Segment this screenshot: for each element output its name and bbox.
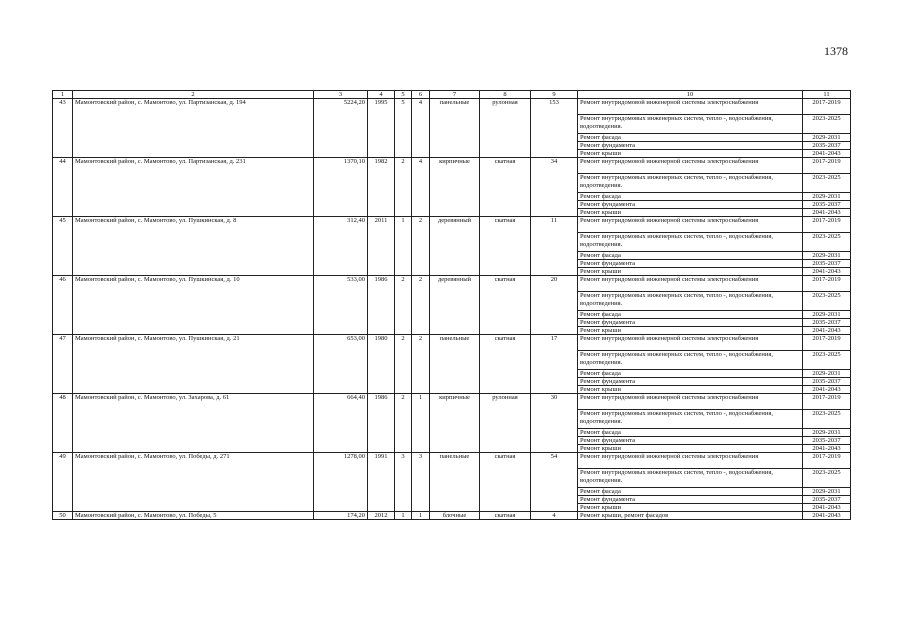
work-term: 2041-2043 [803,512,851,520]
wall-material: панельные [430,335,480,394]
work-term: 2041-2043 [803,504,851,512]
work-term: 2029-2031 [803,370,851,378]
work-type: Ремонт внутридомовой инженерной системы электроснабжения [578,99,803,115]
entrances-count: 2 [412,335,430,394]
roof-type: рулонная [480,394,531,453]
floors-count: 2 [395,158,412,217]
row-number: 48 [53,394,73,453]
residents-count: 30 [531,394,578,453]
column-header: 4 [368,91,395,99]
work-term: 2035-2037 [803,142,851,150]
wall-material: деревянный [430,276,480,335]
total-area: 653,00 [314,335,368,394]
work-type: Ремонт фасада [578,252,803,260]
work-type: Ремонт внутридомовой инженерной системы электроснабжения [578,276,803,292]
commissioning-year: 2011 [368,217,395,276]
roof-type: скатная [480,158,531,217]
column-header: 5 [395,91,412,99]
work-type: Ремонт крыши [578,504,803,512]
commissioning-year: 1982 [368,158,395,217]
row-number: 44 [53,158,73,217]
work-type: Ремонт фундамента [578,496,803,504]
row-number: 43 [53,99,73,158]
commissioning-year: 1986 [368,276,395,335]
entrances-count: 1 [412,394,430,453]
work-type: Ремонт фундамента [578,201,803,209]
row-number: 45 [53,217,73,276]
floors-count: 3 [395,453,412,512]
work-type: Ремонт крыши [578,327,803,335]
total-area: 1278,00 [314,453,368,512]
column-header-row [53,91,851,99]
entrances-count: 2 [412,217,430,276]
entrances-count: 1 [412,512,430,520]
total-area: 664,40 [314,394,368,453]
commissioning-year: 1980 [368,335,395,394]
column-header: 2 [73,91,314,99]
column-header: 3 [314,91,368,99]
house-address: Мамонтовский район, с. Мамонтово, ул. Пушкинская, д. 10 [73,276,314,335]
house-address: Мамонтовский район, с. Мамонтово, ул. Пушкинская, д. 21 [73,335,314,394]
work-type: Ремонт внутридомовой инженерной системы электроснабжения [578,335,803,351]
work-type: Ремонт внутридомовых инженерных систем, тепло -, водоснабжения, водоотведения. [578,410,803,429]
column-header: 1 [53,91,73,99]
work-term: 2041-2043 [803,327,851,335]
work-term: 2035-2037 [803,496,851,504]
floors-count: 2 [395,276,412,335]
wall-material: кирпичные [430,158,480,217]
work-term: 2017-2019 [803,453,851,469]
work-term: 2023-2025 [803,292,851,311]
work-type: Ремонт внутридомовых инженерных систем, тепло -, водоснабжения, водоотведения. [578,292,803,311]
work-term: 2041-2043 [803,445,851,453]
work-type: Ремонт внутридомовой инженерной системы электроснабжения [578,158,803,174]
work-type: Ремонт внутридомовых инженерных систем, тепло -, водоснабжения, водоотведения. [578,233,803,252]
work-term: 2029-2031 [803,429,851,437]
work-type: Ремонт фундамента [578,378,803,386]
work-term: 2029-2031 [803,488,851,496]
commissioning-year: 1986 [368,394,395,453]
work-type: Ремонт внутридомовых инженерных систем, тепло -, водоснабжения, водоотведения. [578,469,803,488]
work-type: Ремонт внутридомовой инженерной системы электроснабжения [578,394,803,410]
work-term: 2023-2025 [803,233,851,252]
entrances-count: 4 [412,99,430,158]
table-row [53,158,851,174]
total-area: 1370,10 [314,158,368,217]
work-type: Ремонт фасада [578,429,803,437]
residents-count: 17 [531,335,578,394]
wall-material: блочные [430,512,480,520]
column-header: 11 [803,91,851,99]
work-term: 2029-2031 [803,252,851,260]
work-term: 2017-2019 [803,335,851,351]
work-term: 2017-2019 [803,158,851,174]
work-type: Ремонт внутридомовых инженерных систем, тепло -, водоснабжения, водоотведения. [578,174,803,193]
work-term: 2035-2037 [803,201,851,209]
work-type: Ремонт фундамента [578,142,803,150]
row-number: 47 [53,335,73,394]
work-term: 2023-2025 [803,469,851,488]
repair-program-table [52,90,851,520]
floors-count: 1 [395,512,412,520]
work-type: Ремонт фасада [578,134,803,142]
column-header: 9 [531,91,578,99]
total-area: 533,00 [314,276,368,335]
work-type: Ремонт крыши [578,445,803,453]
work-term: 2017-2019 [803,394,851,410]
table-row [53,335,851,351]
wall-material: панельные [430,99,480,158]
entrances-count: 2 [412,276,430,335]
total-area: 174,20 [314,512,368,520]
work-term: 2029-2031 [803,134,851,142]
work-term: 2041-2043 [803,209,851,217]
column-header: 10 [578,91,803,99]
residents-count: 34 [531,158,578,217]
entrances-count: 4 [412,158,430,217]
work-term: 2029-2031 [803,193,851,201]
work-type: Ремонт внутридомовой инженерной системы электроснабжения [578,453,803,469]
work-type: Ремонт фасада [578,370,803,378]
table-row [53,453,851,469]
commissioning-year: 1995 [368,99,395,158]
house-address: Мамонтовский район, с. Мамонтово, ул. Победы, д. 271 [73,453,314,512]
work-type: Ремонт фундамента [578,260,803,268]
work-type: Ремонт фундамента [578,437,803,445]
total-area: 312,40 [314,217,368,276]
work-term: 2035-2037 [803,260,851,268]
work-type: Ремонт фундамента [578,319,803,327]
work-type: Ремонт крыши [578,268,803,276]
table-row [53,512,851,520]
work-type: Ремонт внутридомовой инженерной системы электроснабжения [578,217,803,233]
floors-count: 5 [395,99,412,158]
roof-type: скатная [480,335,531,394]
roof-type: скатная [480,512,531,520]
work-type: Ремонт крыши [578,386,803,394]
residents-count: 54 [531,453,578,512]
floors-count: 1 [395,217,412,276]
work-term: 2035-2037 [803,319,851,327]
work-term: 2041-2043 [803,386,851,394]
residents-count: 153 [531,99,578,158]
work-term: 2017-2019 [803,276,851,292]
commissioning-year: 1991 [368,453,395,512]
residents-count: 4 [531,512,578,520]
table-row [53,99,851,115]
house-address: Мамонтовский район, с. Мамонтово, ул. Партизанская, д. 194 [73,99,314,158]
table-row [53,217,851,233]
floors-count: 2 [395,394,412,453]
work-type: Ремонт фасада [578,311,803,319]
work-term: 2023-2025 [803,351,851,370]
house-address: Мамонтовский район, с. Мамонтово, ул. Победы, 5 [73,512,314,520]
work-term: 2029-2031 [803,311,851,319]
work-type: Ремонт крыши [578,150,803,158]
work-term: 2017-2019 [803,99,851,115]
house-address: Мамонтовский район, с. Мамонтово, ул. Партизанская, д. 231 [73,158,314,217]
work-type: Ремонт фасада [578,193,803,201]
table-row [53,276,851,292]
work-type: Ремонт внутридомовых инженерных систем, тепло -, водоснабжения, водоотведения. [578,351,803,370]
residents-count: 11 [531,217,578,276]
work-type: Ремонт крыши [578,209,803,217]
wall-material: панельные [430,453,480,512]
row-number: 46 [53,276,73,335]
work-term: 2017-2019 [803,217,851,233]
wall-material: деревянный [430,217,480,276]
work-term: 2035-2037 [803,378,851,386]
floors-count: 2 [395,335,412,394]
table-row [53,394,851,410]
commissioning-year: 2012 [368,512,395,520]
work-term: 2023-2025 [803,115,851,134]
work-type: Ремонт фасада [578,488,803,496]
work-term: 2035-2037 [803,437,851,445]
residents-count: 20 [531,276,578,335]
work-term: 2041-2043 [803,150,851,158]
house-address: Мамонтовский район, с. Мамонтово, ул. Захарова, д. 61 [73,394,314,453]
work-term: 2023-2025 [803,410,851,429]
roof-type: скатная [480,217,531,276]
work-type: Ремонт крыши, ремонт фасадов [578,512,803,520]
wall-material: кирпичные [430,394,480,453]
roof-type: скатная [480,276,531,335]
column-header: 8 [480,91,531,99]
house-address: Мамонтовский район, с. Мамонтово, ул. Пушкинская, д. 8 [73,217,314,276]
work-term: 2041-2043 [803,268,851,276]
work-term: 2023-2025 [803,174,851,193]
column-header: 7 [430,91,480,99]
entrances-count: 3 [412,453,430,512]
page-number: 1378 [824,44,848,58]
column-header: 6 [412,91,430,99]
table-body [53,99,851,520]
work-type: Ремонт внутридомовых инженерных систем, тепло -, водоснабжения, водоотведения. [578,115,803,134]
row-number: 50 [53,512,73,520]
roof-type: скатная [480,453,531,512]
roof-type: рулонная [480,99,531,158]
row-number: 49 [53,453,73,512]
total-area: 5224,20 [314,99,368,158]
